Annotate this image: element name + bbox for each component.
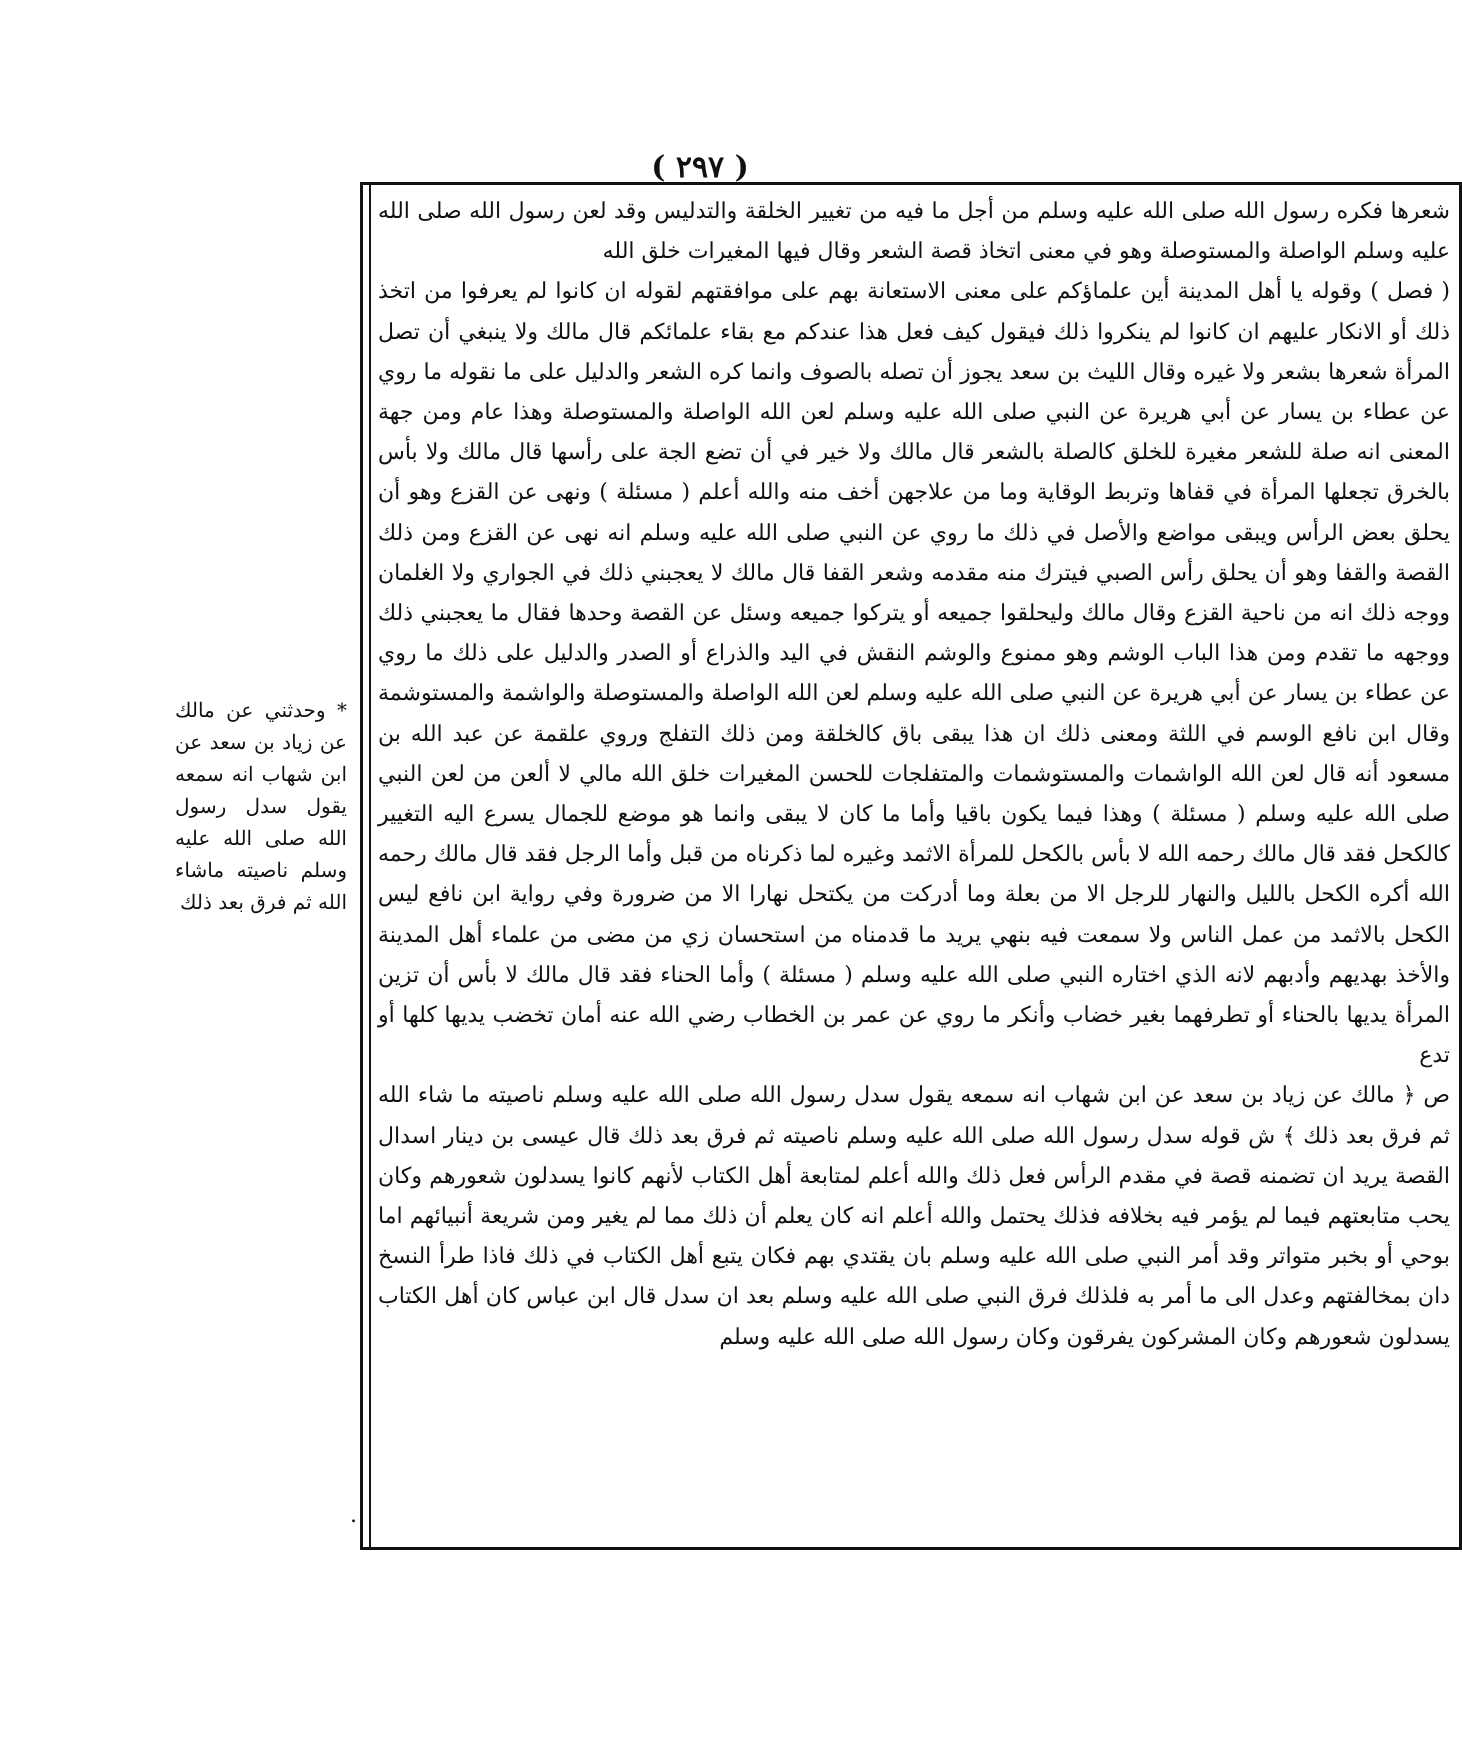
frame-inner-rule <box>369 185 371 1547</box>
paragraph: شعرها فكره رسول الله صلى الله عليه وسلم من أجل ما فيه من تغيير الخلقة والتدليس وقد لعن رسول الله صلى الله عليه وسلم الواصلة والمستوصلة وهو في معنى اتخاذ قصة الشعر وقال فيها المغيرات خلق الله <box>378 199 1450 265</box>
paragraph: ص ﴿ مالك عن زياد بن سعد عن ابن شهاب انه سمعه يقول سدل رسول الله صلى الله عليه وسلم ناصيته ما شاء الله ثم فرق بعد ذلك ﴾ ش قوله سدل رسول الله صلى الله عليه وسلم ناصيته ثم فرق بعد ذلك قال عيسى بن دينار اسدال القصة يريد ان تضمنه قصة في مقدم الرأس فعل ذلك والله أعلم لمتابعة أهل الكتاب لأنهم كانوا يسدلون شعورهم وكان يحب متابعتهم فيما لم يؤمر فيه بخلافه فذلك يحتمل والله أعلم انه كان يعلم أن ذلك مما لم يغير ومن شريعة أنبيائهم اما بوحي أو بخبر متواتر وقد أمر النبي صلى الله عليه وسلم بان يقتدي بهم فكان يتبع أهل الكتاب في ذلك فاذا طرأ النسخ دان بمخالفتهم وعدل الى ما أمر به فلذلك فرق النبي صلى الله عليه وسلم بعد ان سدل قال ابن عباس كان أهل الكتاب يسدلون شعورهم وكان المشركون يفرقون وكان رسول الله صلى الله عليه وسلم <box>378 1083 1450 1350</box>
margin-note: * وحدثني عن مالك عن زياد بن سعد عن ابن شهاب انه سمعه يقول سدل رسول الله صلى الله عليه وسلم ناصيته ماشاء الله ثم فرق بعد ذلك <box>175 698 347 914</box>
page-number: ( ٢٩٧ ) <box>651 150 749 185</box>
side-mark: . <box>350 1503 357 1528</box>
paragraph: ( فصل ) وقوله يا أهل المدينة أين علماؤكم على معنى الاستعانة بهم على موافقتهم لقوله ان كانوا لم يعرفوا من اتخذ ذلك أو الانكار عليهم ان كانوا لم ينكروا ذلك فيقول كيف فعل هذا عندكم مع بقاء علمائكم قال مالك ولا ينبغي أن تصل المرأة شعرها بشعر ولا غيره وقال الليث بن سعد يجوز أن تصله بالصوف وانما كره الشعر والدليل على ما نقوله ما روي عن عطاء بن يسار عن أبي هريرة عن النبي صلى الله عليه وسلم لعن الله الواصلة والمستوصلة وهذا عام ومن جهة المعنى انه صلة للشعر مغيرة للخلق كالصلة بالشعر قال مالك ولا خير في أن تضع الجة على رأسها قال مالك ولا بأس بالخرق تجعلها المرأة في قفاها وتربط الوقاية وما من علاجهن أخف منه والله أعلم ( مسئلة ) ونهى عن القزع وهو أن يحلق بعض الرأس ويبقى مواضع والأصل في ذلك ما روي عن النبي صلى الله عليه وسلم انه نهى عن القزع ومن ذلك القصة والقفا وهو أن يحلق رأس الصبي فيترك منه مقدمه وشعر القفا قال مالك لا يعجبني ذلك في الجواري ولا الغلمان ووجه ذلك انه من ناحية القزع وقال مالك وليحلقوا جميعه أو يتركوا جميعه وسئل عن القصة وحدها فقال ما يعجبني ذلك ووجهه ما تقدم ومن هذا الباب الوشم وهو ممنوع والوشم النقش في اليد والذراع أو الصدر والدليل على ذلك ما روي عن عطاء بن يسار عن أبي هريرة عن النبي صلى الله عليه وسلم لعن الله الواصلة والمستوصلة والواشمة والمستوشمة وقال ابن نافع الوسم في اللثة ومعنى ذلك ان هذا يبقى باق كالخلقة ومن ذلك التفلج وروي علقمة عن عبد الله بن مسعود أنه قال لعن الله الواشمات والمستوشمات والمتفلجات للحسن المغيرات خلق الله مالي لا ألعن من لعن النبي صلى الله عليه وسلم ( مسئلة ) وهذا فيما يكون باقيا وأما ما كان لا يبقى وانما هو موضع للجمال يسرع اليه التغيير كالكحل فقد قال مالك رحمه الله لا بأس بالكحل للمرأة الاثمد وغيره لما ذكرناه من قبل وأما الرجل فقد قال مالك رحمه الله أكره الكحل بالليل والنهار للرجل الا من بعلة وما أدركت من يكتحل نهارا الا من ضرورة وفي رواية ابن نافع ليس الكحل بالاثمد من عمل الناس ولا سمعت فيه بنهي يريد ما قدمناه من استحسان زي من مضى من علماء أهل المدينة والأخذ بهديهم وأدبهم لانه الذي اختاره النبي صلى الله عليه وسلم ( مسئلة ) وأما الحناء فقد قال مالك لا بأس أن تزين المرأة يديها بالحناء أو تطرفهما بغير خضاب وأنكر ما روي عن عمر بن الخطاب رضي الله عنه أمان تخضب يديها كلها أو تدع <box>378 279 1451 1069</box>
main-text-block <box>378 192 1450 1544</box>
